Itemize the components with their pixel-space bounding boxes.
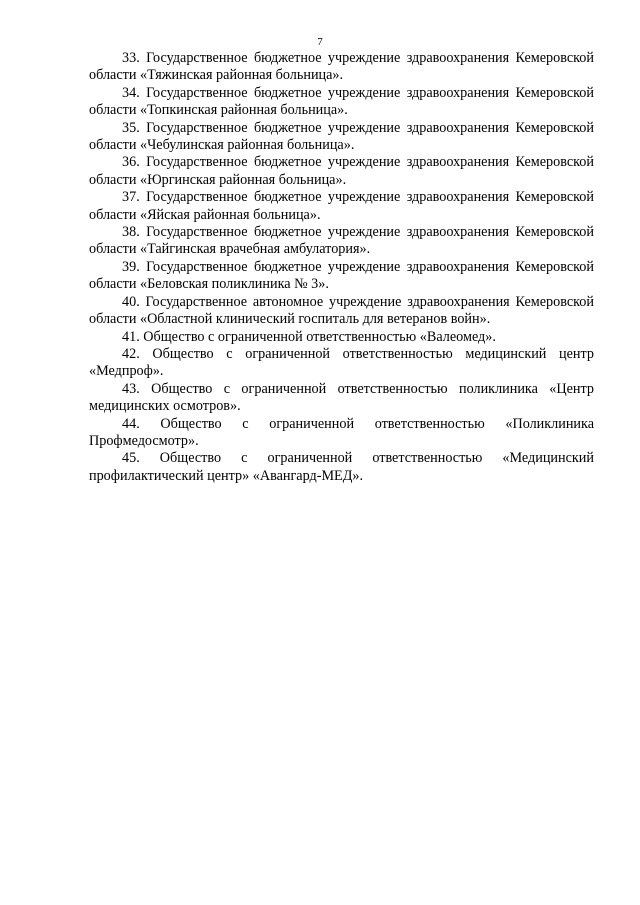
list-item: 44. Общество с ограниченной ответственностью «Поликлиника Профмедосмотр». bbox=[89, 415, 594, 449]
list-item: 42. Общество с ограниченной ответственностью медицинский центр «Медпроф». bbox=[89, 345, 594, 380]
list-item: 33. Государственное бюджетное учреждение здравоохранения Кемеровской области «Тяжинская районная больница». bbox=[89, 50, 594, 84]
list-item: 36. Государственное бюджетное учреждение здравоохранения Кемеровской области «Юргинская районная больница». bbox=[89, 154, 594, 188]
list-item: 43. Общество с ограниченной ответственностью поликлиника «Центр медицинских осмотров». bbox=[89, 380, 594, 415]
list-item: 38. Государственное бюджетное учреждение здравоохранения Кемеровской области «Тайгинская врачебная амбулатория». bbox=[89, 224, 594, 258]
list-item: 35. Государственное бюджетное учреждение здравоохранения Кемеровской области «Чебулинская районная больница». bbox=[89, 119, 594, 154]
list-item: 34. Государственное бюджетное учреждение здравоохранения Кемеровской области «Топкинская районная больница». bbox=[89, 84, 594, 119]
list-item: 37. Государственное бюджетное учреждение здравоохранения Кемеровской области «Яйская районная больница». bbox=[89, 189, 594, 223]
list-item: 39. Государственное бюджетное учреждение здравоохранения Кемеровской области «Беловская поликлиника № 3». bbox=[89, 258, 594, 293]
list-item: 45. Общество с ограниченной ответственностью «Медицинский профилактический центр» «Авангард-МЕД». bbox=[89, 450, 594, 484]
page-number: 7 bbox=[317, 36, 323, 48]
list-item: 40. Государственное автономное учреждение здравоохранения Кемеровской области «Областной клинический госпиталь для ветеранов войн». bbox=[89, 293, 594, 328]
list-item: 41. Общество с ограниченной ответственностью «Валеомед». bbox=[122, 328, 496, 345]
organization-list bbox=[89, 50, 594, 485]
